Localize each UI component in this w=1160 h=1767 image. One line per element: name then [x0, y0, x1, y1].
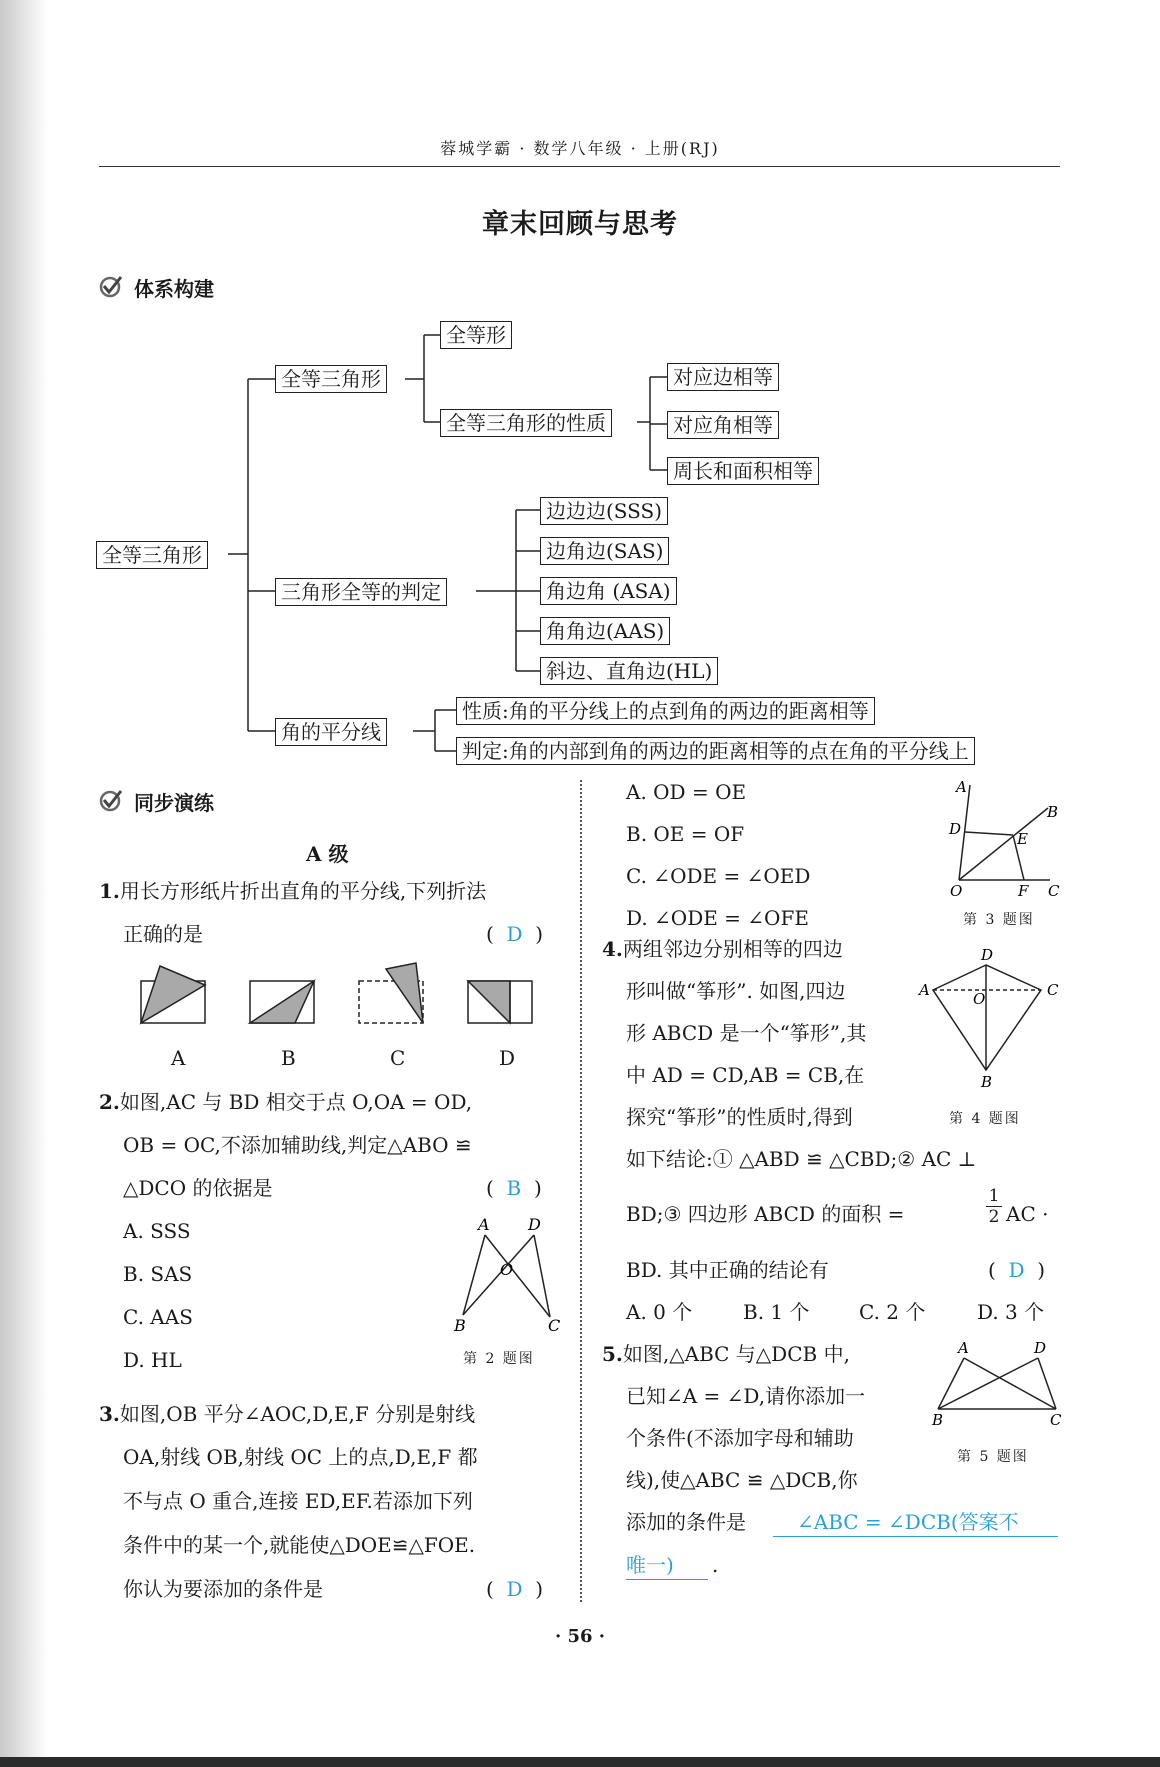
q4-text-line3: 形 ABCD 是一个“筝形”,其	[626, 1021, 867, 1045]
q5-point-c: C	[1050, 1411, 1062, 1426]
q2-figure-caption: 第 2 题图	[463, 1351, 535, 1367]
q3-text-line5: 你认为要添加的条件是	[123, 1577, 323, 1601]
q3-text-line2: OA,射线 OB,射线 OC 上的点,D,E,F 都	[123, 1445, 478, 1469]
q1-label-d: D	[499, 1046, 516, 1070]
q4-option-b: B. 1 个	[743, 1300, 810, 1324]
q2-option-c: C. AAS	[123, 1305, 193, 1329]
q4-figure-caption: 第 4 题图	[949, 1111, 1021, 1127]
q1-label-b: B	[281, 1046, 296, 1070]
q5-answer-line1: ∠ABC = ∠DCB(答案不	[773, 1508, 1058, 1537]
q4-option-c: C. 2 个	[859, 1300, 926, 1324]
q3-point-b: B	[1047, 803, 1059, 821]
q2-figure	[440, 1212, 570, 1332]
q2-point-d: D	[528, 1215, 541, 1234]
q5-text-line5: 添加的条件是	[626, 1510, 746, 1534]
mindmap-equal-perimeter-area: 周长和面积相等	[667, 457, 819, 485]
mindmap-root: 全等三角形	[96, 541, 208, 569]
q4-text-line6: 如下结论:① △ABD ≌ △CBD;② AC ⊥	[626, 1147, 977, 1171]
q5-text-line2: 已知∠A = ∠D,请你添加一	[626, 1384, 866, 1408]
q2-point-b: B	[454, 1316, 466, 1332]
q3-text-line3: 不与点 O 重合,连接 ED,EF.若添加下列	[123, 1489, 473, 1513]
q4-text-line7: BD;③ 四边形 ABCD 的面积 =	[626, 1202, 905, 1226]
q4-answer: D	[1008, 1258, 1025, 1282]
q4-option-d: D. 3 个	[977, 1300, 1045, 1324]
q2-answer: B	[506, 1176, 522, 1200]
mindmap-branch-bisector: 角的平分线	[275, 718, 387, 746]
level-label: A 级	[306, 842, 349, 866]
q5-point-a: A	[958, 1339, 969, 1357]
bottom-bar	[0, 1757, 1160, 1767]
q5-end-period: .	[712, 1553, 719, 1577]
q2-point-a: A	[478, 1215, 490, 1234]
q3-text-line4: 条件中的某一个,就能使△DOE≌△FOE.	[123, 1533, 476, 1557]
mindmap-equal-sides: 对应边相等	[667, 363, 779, 391]
q2-point-c: C	[548, 1316, 561, 1332]
q2-answer-bracket: ( B )	[486, 1176, 542, 1200]
running-header: 蓉城学霸 · 数学八年级 · 上册(RJ)	[440, 139, 720, 158]
q5-text-line1: 如图,△ABC 与△DCB 中,	[622, 1342, 850, 1366]
mindmap-congruent-figures: 全等形	[440, 321, 512, 349]
check-circle-icon	[99, 788, 123, 812]
q4-point-b: B	[981, 1073, 993, 1091]
section-heading-system: 体系构建	[134, 277, 214, 301]
q3-text-line1: 如图,OB 平分∠AOC,D,E,F 分别是射线	[119, 1402, 476, 1426]
q2-text-line3: △DCO 的依据是	[123, 1176, 273, 1200]
mindmap-branch-congruent-triangles: 全等三角形	[275, 365, 387, 393]
q2-option-b: B. SAS	[123, 1262, 193, 1286]
q2-text-line2: OB = OC,不添加辅助线,判定△ABO ≌	[123, 1133, 472, 1157]
q1-fold-figures	[135, 960, 555, 1030]
q4-number: 4.	[602, 937, 623, 961]
q2-number: 2.	[99, 1090, 120, 1114]
q3-option-d: D. ∠ODE = ∠OFE	[626, 906, 809, 930]
q3-answer-bracket: ( D )	[486, 1577, 544, 1601]
q2-point-o: O	[500, 1260, 514, 1279]
q4-answer-bracket: ( D )	[988, 1258, 1046, 1282]
q3-point-a: A	[956, 778, 967, 796]
q4-point-o: O	[973, 990, 986, 1008]
q4-fraction	[986, 1186, 1002, 1227]
q3-figure	[940, 772, 1070, 902]
q1-number: 1.	[99, 879, 120, 903]
page-title: 章末回顾与思考	[482, 209, 678, 240]
q5-point-d: D	[1034, 1339, 1047, 1357]
q2-option-a: A. SSS	[123, 1219, 191, 1243]
q2-text-line1: 如图,AC 与 BD 相交于点 O,OA = OD,	[119, 1090, 473, 1114]
q1-label-a: A	[171, 1046, 186, 1070]
q4-figure	[915, 943, 1065, 1093]
mindmap-bisector-property: 性质:角的平分线上的点到角的两边的距离相等	[456, 697, 875, 725]
q4-text-line4: 中 AD = CD,AB = CB,在	[626, 1063, 865, 1087]
q5-figure-caption: 第 5 题图	[957, 1449, 1029, 1465]
mindmap-bisector-criterion: 判定:角的内部到角的两边的距离相等的点在角的平分线上	[456, 737, 975, 765]
q5-text-line3: 个条件(不添加字母和辅助	[626, 1426, 854, 1450]
q4-point-c: C	[1047, 981, 1059, 999]
mindmap-asa: 角边角 (ASA)	[540, 577, 677, 605]
q4-text-line2: 形叫做“筝形”. 如图,四边	[626, 979, 846, 1003]
q4-point-d: D	[981, 946, 994, 964]
q4-text-line5: 探究“筝形”的性质时,得到	[626, 1105, 853, 1129]
q1-text-line2: 正确的是	[123, 922, 203, 946]
column-divider	[580, 780, 582, 1602]
q5-point-b: B	[932, 1411, 944, 1426]
q3-point-d: D	[949, 820, 962, 838]
mindmap-sss: 边边边(SSS)	[540, 497, 668, 525]
q3-option-c: C. ∠ODE = ∠OED	[626, 864, 811, 888]
q1-label-c: C	[390, 1046, 406, 1070]
mindmap-sas: 边角边(SAS)	[540, 537, 669, 565]
mindmap-properties: 全等三角形的性质	[440, 409, 612, 437]
q3-point-e: E	[1017, 830, 1028, 848]
q4-point-a: A	[919, 981, 930, 999]
q3-answer: D	[506, 1577, 523, 1601]
q3-point-o: O	[950, 882, 963, 900]
q1-answer: D	[506, 922, 523, 946]
q4-text-line1: 两组邻边分别相等的四边	[622, 937, 843, 961]
q2-option-d: D. HL	[123, 1348, 182, 1372]
mindmap-branch-criteria: 三角形全等的判定	[275, 578, 447, 606]
q4-option-a: A. 0 个	[626, 1300, 693, 1324]
q4-text-line8: BD. 其中正确的结论有	[626, 1258, 829, 1282]
q5-answer-line2: 唯一)	[626, 1551, 708, 1580]
q5-figure	[930, 1336, 1065, 1426]
mindmap-aas: 角角边(AAS)	[540, 617, 670, 645]
q3-option-a: A. OD = OE	[626, 780, 747, 804]
q3-number: 3.	[99, 1402, 120, 1426]
section-heading-practice: 同步演练	[134, 791, 214, 815]
q3-option-b: B. OE = OF	[626, 822, 745, 846]
mindmap-hl: 斜边、直角边(HL)	[540, 657, 718, 685]
q4-fraction-numerator: 1	[988, 1186, 1000, 1206]
q5-text-line4: 线),使△ABC ≌ △DCB,你	[626, 1468, 858, 1492]
q1-text-line1: 用长方形纸片折出直角的平分线,下列折法	[119, 879, 487, 903]
q1-answer-bracket: ( D )	[486, 922, 544, 946]
q3-figure-caption: 第 3 题图	[963, 912, 1035, 928]
mindmap-equal-angles: 对应角相等	[667, 411, 779, 439]
q4-fraction-denominator: 2	[986, 1206, 1002, 1227]
q5-number: 5.	[602, 1342, 623, 1366]
q3-point-c: C	[1048, 882, 1060, 900]
page-number: · 56 ·	[554, 1626, 606, 1647]
q4-text-line7b: AC ·	[1006, 1202, 1049, 1226]
q3-point-f: F	[1018, 882, 1029, 900]
